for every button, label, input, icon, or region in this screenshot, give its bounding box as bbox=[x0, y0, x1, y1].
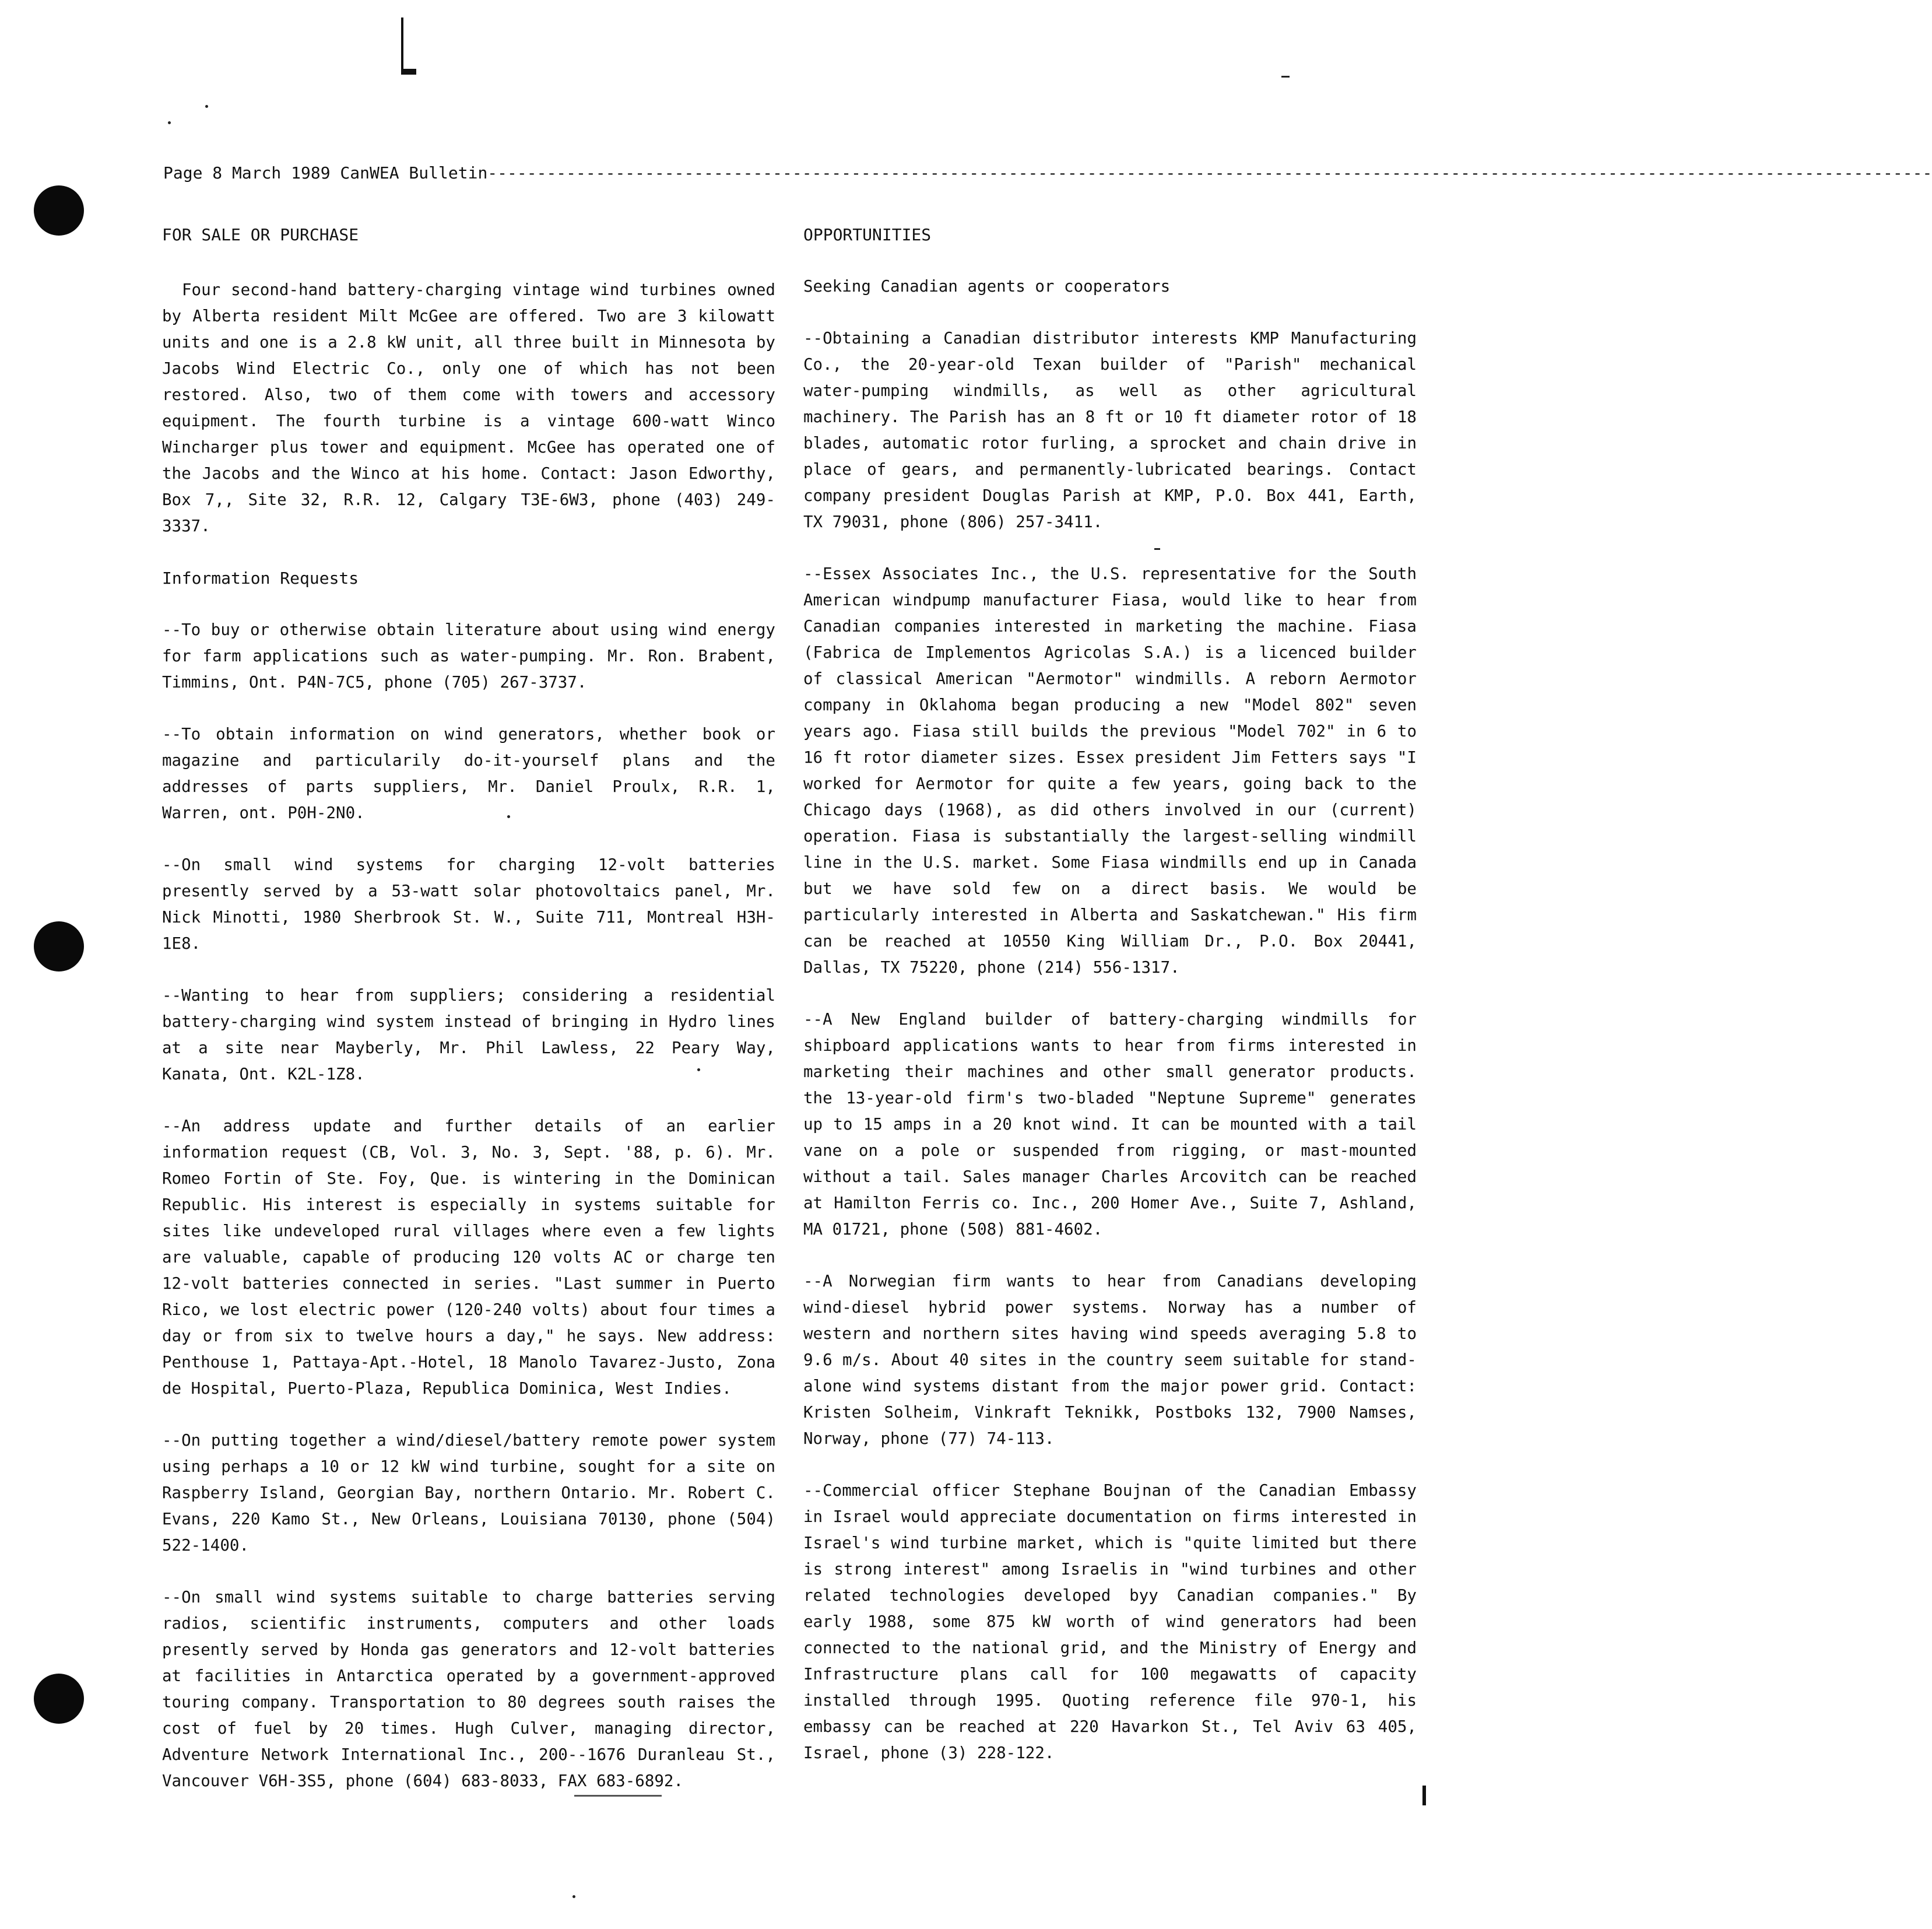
opportunity-item: --Essex Associates Inc., the U.S. representative for the South American windpump manufacturer Fiasa, would like to hear from Canadian companies interested in marketing the machine. Fiasa (Fabrica de Implementos Agricolas S.A.) is a licenced builder of classical American "Aermotor" windmills. A reborn Aermotor company in Oklahoma began producing a new "Model 802" seven years ago. Fiasa still builds the previous "Model 702" in 6 to 16 ft rotor diameter sizes. Essex president Jim Fetters says "I worked for Aermotor for quite a few years, going back to the Chicago days (1968), as did others involved in our (current) operation. Fiasa is substantially the largest-selling windmill line in the U.S. market. Some Fiasa windmills end up in Canada but we have sold few on a direct basis. We would be particularly interested in Alberta and Saskatchewan." His firm can be reached at 10550 King William Dr., P.O. Box 20441, Dallas, TX 75220, phone (214) 556-1317. bbox=[803, 564, 1417, 977]
request-item: --On small wind systems suitable to charge batteries serving radios, scientific instruments, computers and other loads presently served by Honda gas generators and 12-volt batteries at facilities in Antarctica operated by a government-approved touring company. Transportation to 80 degrees south raises the cost of fuel by 20 times. Hugh Culver, managing director, Adventure Network International Inc., 200--1676 Duranleau St., Vancouver V6H-3S5, phone (604) 683-8033, FAX 683-6892. bbox=[162, 1588, 775, 1790]
opportunity-item: --Commercial officer Stephane Boujnan of the Canadian Embassy in Israel would appreciate documentation on firms interested in Israel's wind turbine market, which is "quite limited but there is strong interest" among Israelis in "wind turbines and other related technologies developed byy Canadian companies." By early 1988, some 875 kW worth of wind generators had been connected to the national grid, and the Ministry of Energy and Infrastructure plans call for 100 megawatts of capacity installed through 1995. Quoting reference file 970-1, his embassy can be reached at 220 Havarkon St., Tel Aviv 63 405, Israel, phone (3) 228-122. bbox=[803, 1481, 1417, 1762]
binder-hole-bottom bbox=[34, 1674, 84, 1724]
for-sale-body: Four second-hand battery-charging vintage wind turbines owned by Alberta resident Milt McGee are offered. Two are 3 kilowatt units and one is a 2.8 kW unit, all three built in Minnesota by Jacobs Wind Electric Co., only one of which has not been restored. Also, two of them come with towers and accessory equipment. The fourth turbine is a vintage 600-watt Winco Wincharger plus tower and equipment. McGee has operated one of the Jacobs and the Winco at his home. Contact: Jason Edworthy, Box 7,, Site 32, R.R. 12, Calgary T3E-6W3, phone (403) 249-3337. bbox=[162, 280, 775, 535]
opportunity-item: --A New England builder of battery-charging windmills for shipboard applications wants to hear from firms interested in marketing their machines and other small generator products. the 13-year-old firm's two-bladed "Neptune Supreme" generates up to 15 amps in a 20 knot wind. It can be mounted with a tail vane on a pole or suspended from rigging, or mast-mounted without a tail. Sales manager Charles Arcovitch can be reached at Hamilton Ferris co. Inc., 200 Homer Ave., Suite 7, Ashland, MA 01721, phone (508) 881-4602. bbox=[803, 1010, 1417, 1239]
binder-hole-middle bbox=[34, 921, 84, 971]
scan-speck bbox=[1281, 76, 1290, 78]
request-item: --On small wind systems for charging 12-volt batteries presently served by a 53-watt solar photovoltaics panel, Mr. Nick Minotti, 1980 Sherbrook St. W., Suite 711, Montreal H3H-1E8. bbox=[162, 855, 775, 953]
scan-speck bbox=[205, 105, 208, 108]
scan-mark-top-hook bbox=[401, 69, 416, 75]
section-title-opportunities: OPPORTUNITIES bbox=[803, 225, 932, 244]
binder-hole-top bbox=[34, 185, 84, 236]
opportunity-item: --Obtaining a Canadian distributor interests KMP Manufacturing Co., the 20-year-old Texan builder of "Parish" mechanical water-pumping windmills, as well as other agricultural machinery. The Parish has an 8 ft or 10 ft diameter rotor of 18 blades, automatic rotor furling, a sprocket and chain drive in place of gears, and permanently-lubricated bearings. Contact company president Douglas Parish at KMP, P.O. Box 441, Earth, TX 79031, phone (806) 257-3411. bbox=[803, 329, 1417, 531]
request-item: --To buy or otherwise obtain literature about using wind energy for farm applications such as water-pumping. Mr. Ron. Brabent, Timmins, Ont. P4N-7C5, phone (705) 267-3737. bbox=[162, 620, 775, 692]
request-item: --An address update and further details of an earlier information request (CB, Vol. 3, No. 3, Sept. '88, p. 6). Mr. Romeo Fortin of Ste. Foy, Que. is wintering in the Dominican Republic. His interest is especially in systems suitable for sites like undeveloped rural villages where even a few lights are valuable, capable of producing 120 volts AC or charge ten 12-volt batteries connected in series. "Last summer in Puerto Rico, we lost electric power (120-240 volts) about four times a day or from six to twelve hours a day," he says. New address: Penthouse 1, Pattaya-Apt.-Hotel, 18 Manolo Tavarez-Justo, Zona de Hospital, Puerto-Plaza, Republica Dominica, West Indies. bbox=[162, 1117, 775, 1398]
scan-mark-top bbox=[401, 17, 403, 70]
scan-speck bbox=[572, 1895, 575, 1898]
page-header: Page 8 March 1989 CanWEA Bulletin--------------------------------------------------------------------------------------------------------------------------------------------------- bbox=[163, 163, 1932, 183]
request-item: --Wanting to hear from suppliers; considering a residential battery-charging wind system instead of bringing in Hydro lines at a site near Mayberly, Mr. Phil Lawless, 22 Peary Way, Kanata, Ont. K2L-1Z8. bbox=[162, 986, 775, 1083]
scan-speck bbox=[574, 1795, 662, 1797]
right-column bbox=[803, 222, 1417, 1766]
section-title-for-sale: FOR SALE OR PURCHASE bbox=[162, 225, 359, 244]
request-item: --To obtain information on wind generators, whether book or magazine and particularily do-it-yourself plans and the addresses of parts suppliers, Mr. Daniel Proulx, R.R. 1, Warren, ont. P0H-2N0. bbox=[162, 725, 775, 822]
request-item: --On putting together a wind/diesel/battery remote power system using perhaps a 10 or 12 kW wind turbine, sought for a site on Raspberry Island, Georgian Bay, northern Ontario. Mr. Robert C. Evans, 220 Kamo St., New Orleans, Louisiana 70130, phone (504) 522-1400. bbox=[162, 1431, 775, 1555]
left-column bbox=[162, 222, 775, 1794]
section-title-information-requests: Information Requests bbox=[162, 569, 359, 588]
scan-speck bbox=[168, 121, 171, 124]
scan-mark-bottom-right bbox=[1422, 1786, 1426, 1805]
subheading-seeking-agents: Seeking Canadian agents or cooperators bbox=[803, 277, 1171, 296]
opportunity-item: --A Norwegian firm wants to hear from Canadians developing wind-diesel hybrid power systems. Norway has a number of western and northern sites having wind speeds averaging 5.8 to 9.6 m/s. About 40 sites in the country seem suitable for stand-alone wind systems distant from the major power grid. Contact: Kristen Solheim, Vinkraft Teknikk, Postboks 132, 7900 Namses, Norway, phone (77) 74-113. bbox=[803, 1272, 1417, 1448]
